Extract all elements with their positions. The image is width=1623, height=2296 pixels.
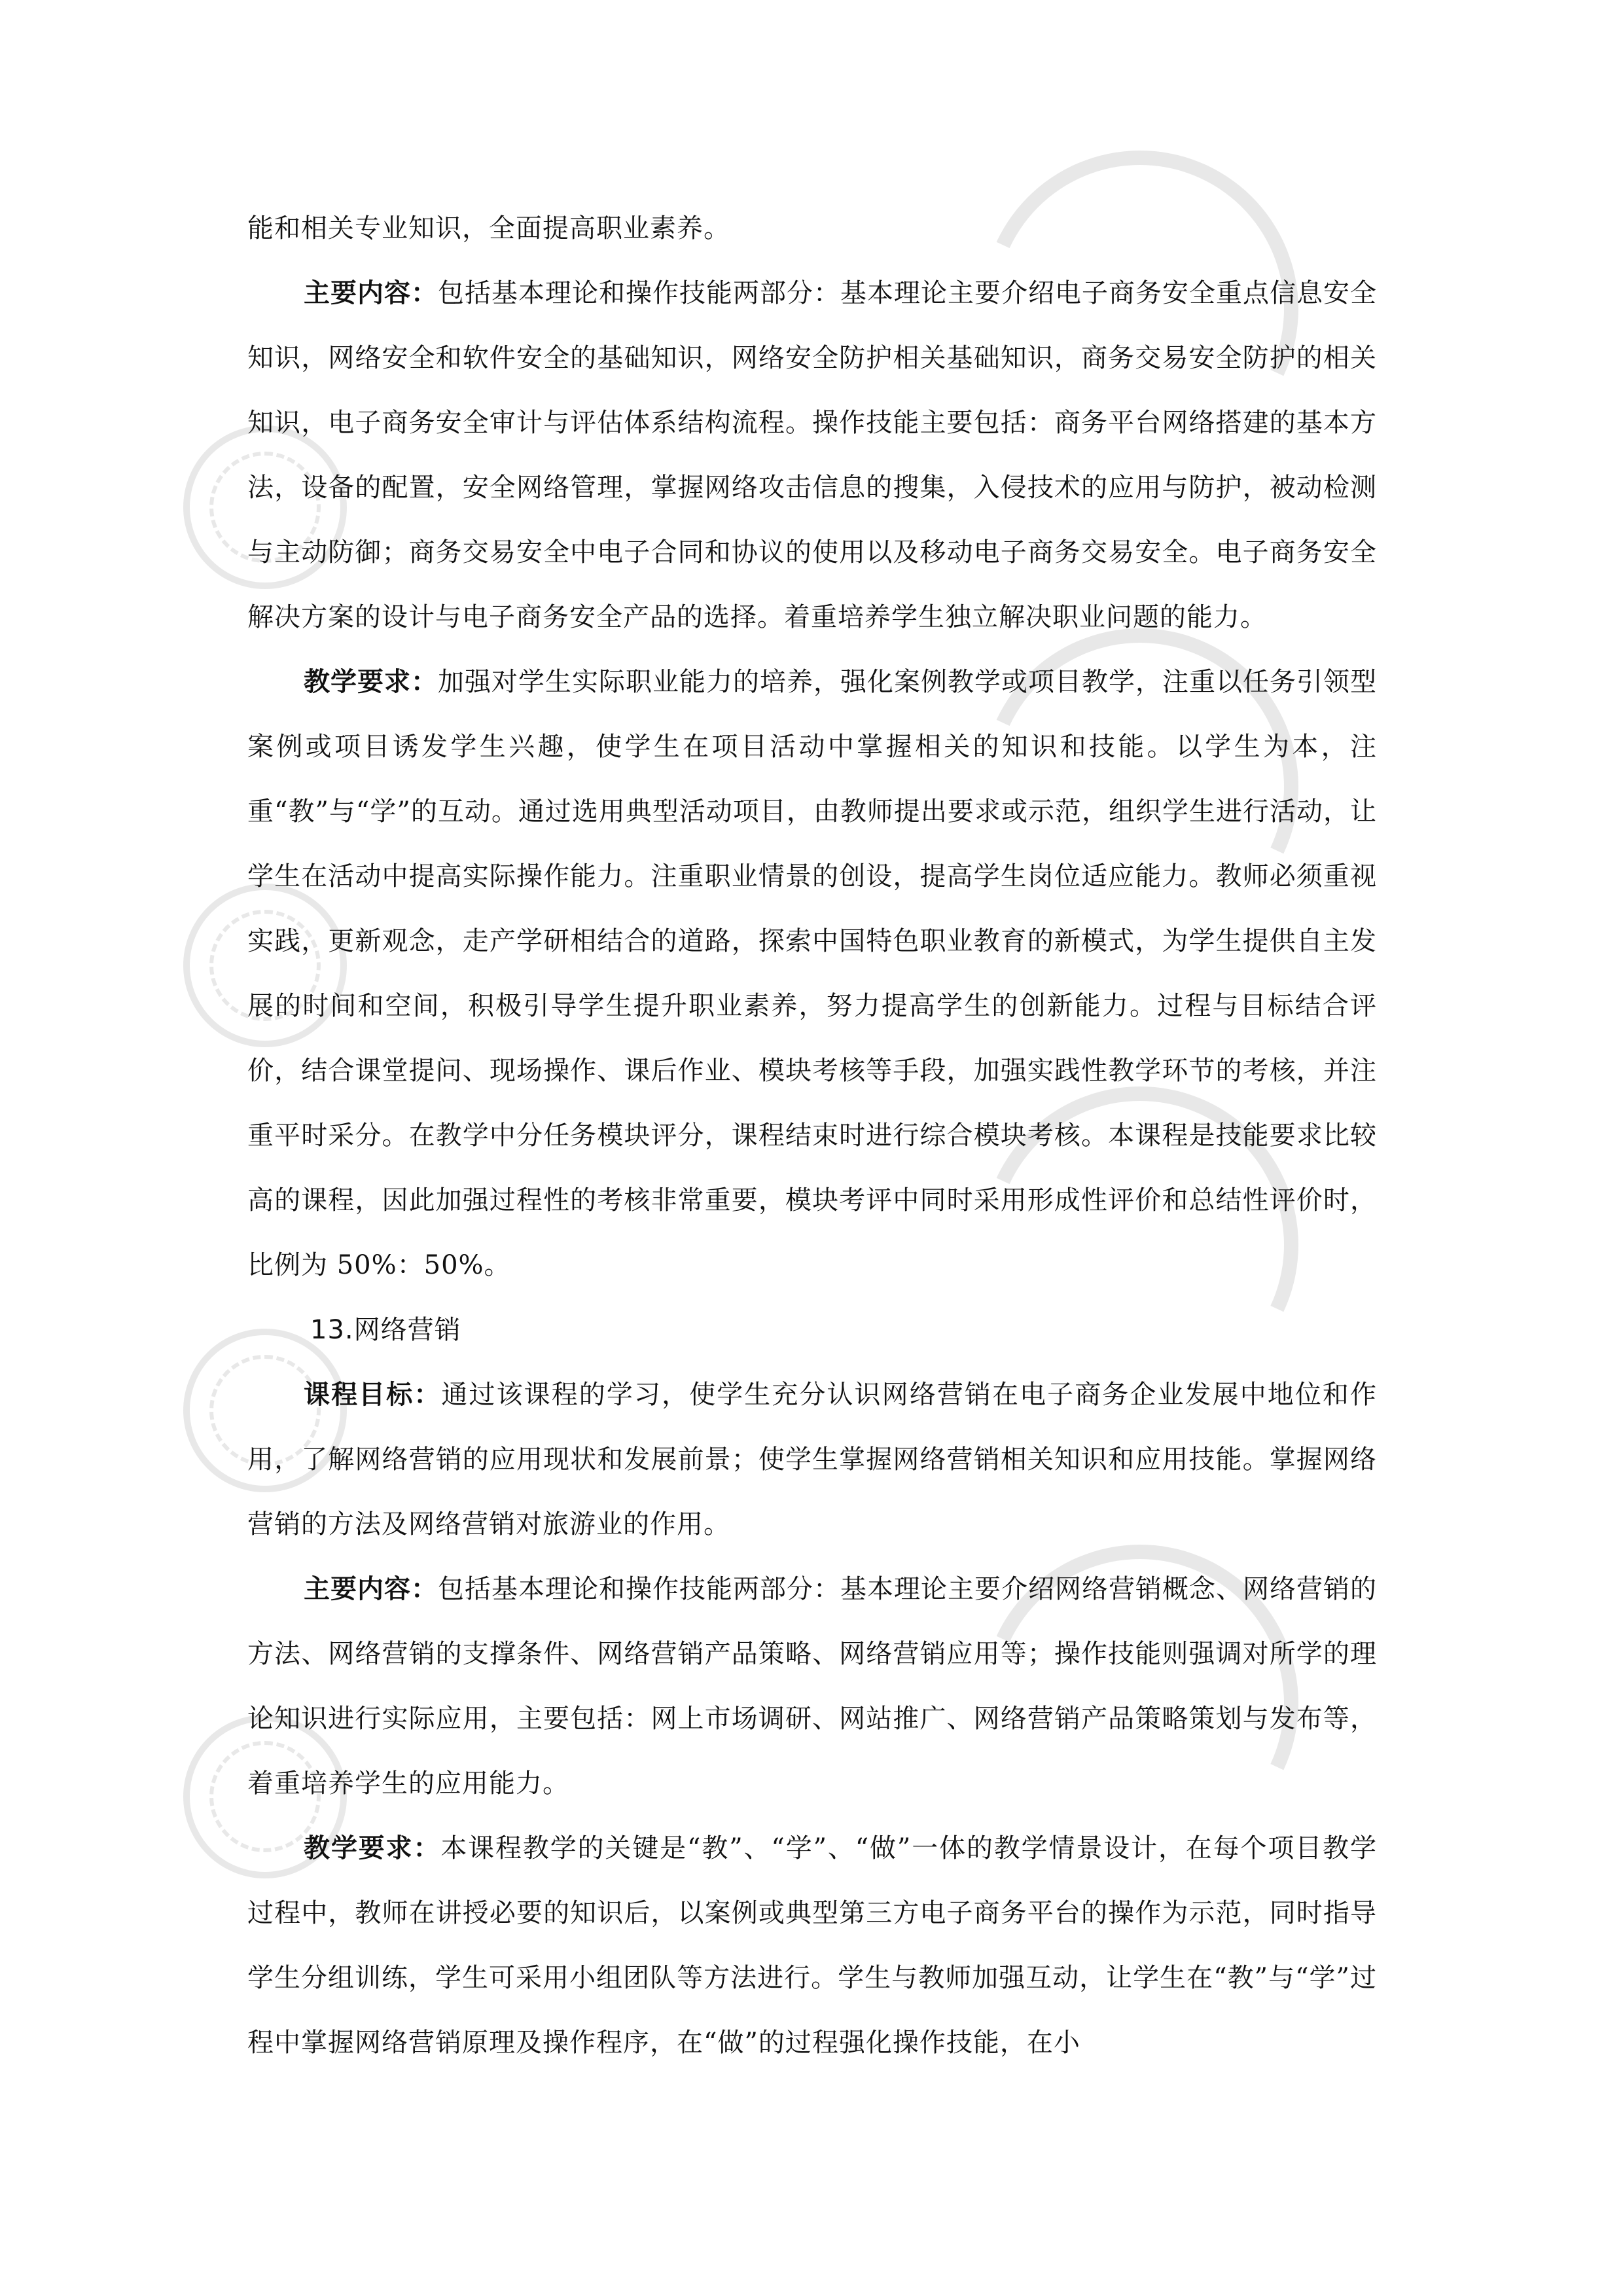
paragraph-label: 主要内容： — [304, 1574, 438, 1604]
document-body — [247, 196, 1377, 2075]
paragraph-course-objective — [247, 1363, 1377, 1557]
paragraph-label: 课程目标： — [304, 1380, 442, 1410]
paragraph-main-content — [247, 1557, 1377, 1816]
paragraph-text: 通过该课程的学习，使学生充分认识网络营销在电子商务企业发展中地位和作用，了解网络营销的应用现状和发展前景；使学生掌握网络营销相关知识和应用技能。掌握网络营销的方法及网络营销对旅游业的作用。 — [247, 1380, 1378, 1539]
section-heading: 13.网络营销 — [310, 1315, 461, 1345]
paragraph-teaching-requirements — [247, 650, 1377, 1298]
paragraph-label: 教学要求： — [304, 1833, 441, 1863]
paragraph-text: 包括基本理论和操作技能两部分：基本理论主要介绍网络营销概念、网络营销的方法、网络营销的支撑条件、网络营销产品策略、网络营销应用等；操作技能则强调对所学的理论知识进行实际应用，主要包括：网上市场调研、网站推广、网络营销产品策略策划与发布等，着重培养学生的应用能力。 — [247, 1574, 1377, 1799]
paragraph: 能和相关专业知识，全面提高职业素养。 — [247, 213, 730, 243]
paragraph-text: 本课程教学的关键是“教”、“学”、“做”一体的教学情景设计，在每个项目教学过程中，教师在讲授必要的知识后，以案例或典型第三方电子商务平台的操作为示范，同时指导学生分组训练，学生可采用小组团队等方法进行。学生与教师加强互动，让学生在“教”与“学”过程中掌握网络营销原理及操作程序，在“做”的过程强化操作技能，在小 — [247, 1833, 1377, 2058]
paragraph-teaching-requirements — [247, 1816, 1377, 2075]
paragraph-label: 教学要求： — [304, 667, 438, 697]
paragraph-label: 主要内容： — [304, 278, 438, 308]
paragraph-text: 加强对学生实际职业能力的培养，强化案例教学或项目教学，注重以任务引领型案例或项目诱发学生兴趣，使学生在项目活动中掌握相关的知识和技能。以学生为本，注重“教”与“学”的互动。通过选用典型活动项目，由教师提出要求或示范，组织学生进行活动，让学生在活动中提高实际操作能力。注重职业情景的创设，提高学生岗位适应能力。教师必须重视实践，更新观念，走产学研相结合的道路，探索中国特色职业教育的新模式，为学生提供自主发展的时间和空间，积极引导学生提升职业素养，努力提高学生的创新能力。过程与目标结合评价，结合课堂提问、现场操作、课后作业、模块考核等手段，加强实践性教学环节的考核，并注重平时采分。在教学中分任务模块评分，课程结束时进行综合模块考核。本课程是技能要求比较高的课程，因此加强过程性的考核非常重要，模块考评中同时采用形成性评价和总结性评价时，比例为 50%：50%。 — [247, 667, 1377, 1280]
paragraph-main-content — [247, 261, 1377, 650]
paragraph-text: 包括基本理论和操作技能两部分：基本理论主要介绍电子商务安全重点信息安全知识，网络安全和软件安全的基础知识，网络安全防护相关基础知识，商务交易安全防护的相关知识，电子商务安全审计与评估体系结构流程。操作技能主要包括：商务平台网络搭建的基本方法，设备的配置，安全网络管理，掌握网络攻击信息的搜集，入侵技术的应用与防护，被动检测与主动防御；商务交易安全中电子合同和协议的使用以及移动电子商务交易安全。电子商务安全解决方案的设计与电子商务安全产品的选择。着重培养学生独立解决职业问题的能力。 — [247, 278, 1377, 632]
